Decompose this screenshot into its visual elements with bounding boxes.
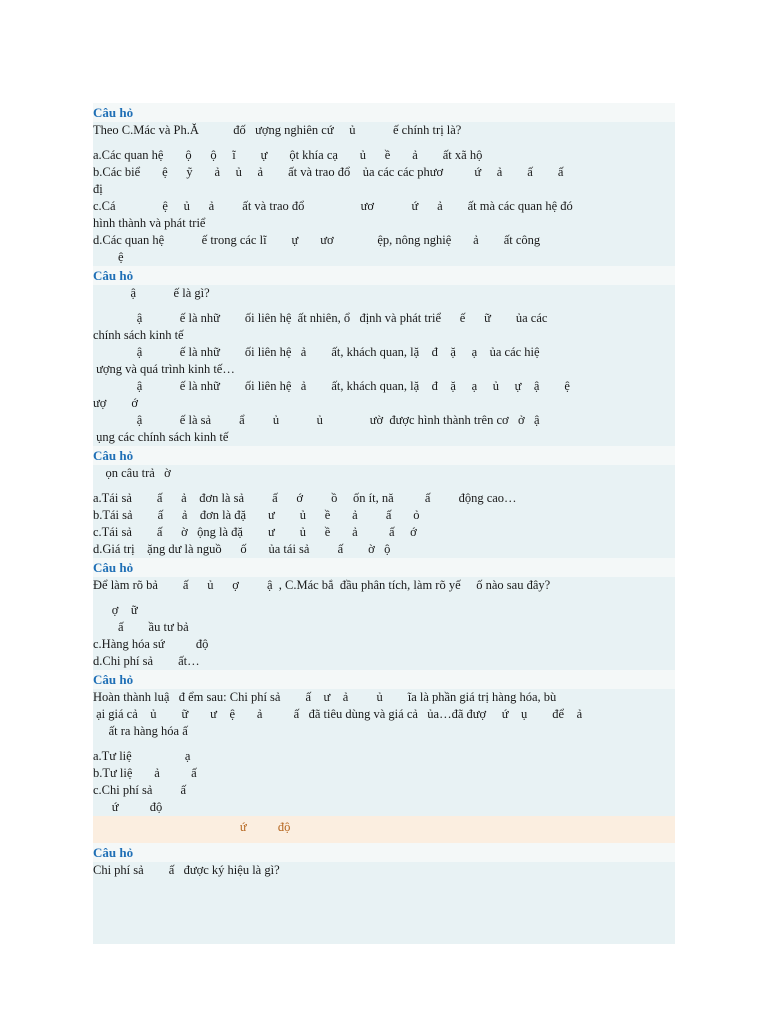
question-prompt: ậ ế là gì? [93,286,210,300]
answer-highlight: ứ độ [93,816,675,843]
question-prompt: ại giá cả ủ ữ ư ệ ả ấ đã tiêu dùng và giá cả ủa…đã đượ ứ ụ để ả [93,707,583,721]
question-prompt: Theo C.Mác và Ph.Ă đố ượng nghiên cứ ủ ế chính trị là? [93,123,462,137]
answer-option[interactable]: ượ ớ [93,396,138,410]
answer-option[interactable]: ứ độ [93,800,163,814]
question-label: Câu hỏ [93,103,675,122]
answer-option[interactable]: ậ ế là nhữ ối liên hệ ất nhiên, ổ định và phát triể ế ữ ủa các [93,311,548,325]
question-block [93,122,675,266]
question-prompt: ọn câu trả ờ [93,466,171,480]
answer-option[interactable]: ậ ế là nhữ ối liên hệ ả ất, khách quan, lặ đ ặ ạ ủa các hiệ [93,345,540,359]
question-block [93,285,675,446]
question-block [93,577,675,670]
answer-option[interactable]: a.Các quan hệ ộ ộ ĩ ự ột khía cạ ủ ề ả ất xã hộ [93,148,483,162]
answer-option[interactable]: b.Tư liệ ả ấ [93,766,197,780]
question-block [93,465,675,558]
answer-option[interactable]: đị [93,182,103,196]
question-prompt: ất ra hàng hóa ấ [93,724,188,738]
question-block [93,862,675,879]
answer-option[interactable]: hình thành và phát triể [93,216,206,230]
answer-option[interactable]: c.Tái sả ấ ờ ộng là đặ ư ủ ề ả ấ ớ [93,525,417,539]
question-label: Câu hỏ [93,558,675,577]
question-label: Câu hỏ [93,266,675,285]
answer-option[interactable]: b.Các biể ệ ỹ ả ủ ả ất và trao đổ ủa các các phươ ứ ả ấ ấ [93,165,564,179]
question-prompt: Hoàn thành luậ đ ểm sau: Chi phí sả ấ ư ả ủ ĩa là phần giá trị hàng hóa, bù [93,690,557,704]
question-label: Câu hỏ [93,670,675,689]
spacer [93,139,675,147]
answer-option[interactable]: c.Cá ệ ủ ả ất và trao đổ ươ ứ ả ất mà các quan hệ đó [93,199,573,213]
answer-option[interactable]: a.Tư liệ ạ [93,749,191,763]
question-block [93,689,675,816]
answer-option[interactable]: ệ [93,250,124,264]
question-label: Câu hỏ [93,446,675,465]
answer-option[interactable]: ượng và quá trình kinh tế… [93,362,235,376]
answer-option[interactable]: d.Các quan hệ ế trong các lĩ ự ươ ệp, nông nghiệ ả ất công [93,233,541,247]
answer-option[interactable]: ụng các chính sách kinh tế [93,430,229,444]
answer-option[interactable]: a.Tái sả ấ ả đơn là sả ấ ớ ồ ốn ít, nă ấ động cao… [93,491,517,505]
spacer [93,594,675,602]
spacer [93,302,675,310]
question-prompt: Để làm rõ bả ấ ủ ợ ậ , C.Mác bắ đầu phân tích, làm rõ yế ố nào sau đây? [93,578,551,592]
question-prompt: Chi phí sả ấ được ký hiệu là gì? [93,863,280,877]
answer-option[interactable]: ậ ế là sả ẩ ủ ủ ườ được hình thành trên cơ ở ậ [93,413,540,427]
question-label: Câu hỏ [93,843,675,862]
spacer [93,740,675,748]
answer-option[interactable]: ợ ữ [93,603,138,617]
answer-option[interactable]: chính sách kinh tế [93,328,184,342]
empty-answer-area [93,879,675,944]
answer-option[interactable]: b.Tái sả ấ ả đơn là đặ ư ủ ề ả ấ ỏ [93,508,420,522]
answer-option[interactable]: d.Chi phí sả ất… [93,654,200,668]
document-body [93,103,675,944]
answer-option[interactable]: c.Chi phí sả ấ [93,783,187,797]
answer-option[interactable]: c.Hàng hóa sứ độ [93,637,209,651]
spacer [93,482,675,490]
answer-option[interactable]: ậ ế là nhữ ối liên hệ ả ất, khách quan, lặ đ ặ ạ ủ ự ậ ệ [93,379,570,393]
answer-option[interactable]: d.Giá trị ặng dư là nguồ ố ủa tái sả ấ ờ ộ [93,542,391,556]
answer-option[interactable]: ấ ầu tư bả [93,620,189,634]
